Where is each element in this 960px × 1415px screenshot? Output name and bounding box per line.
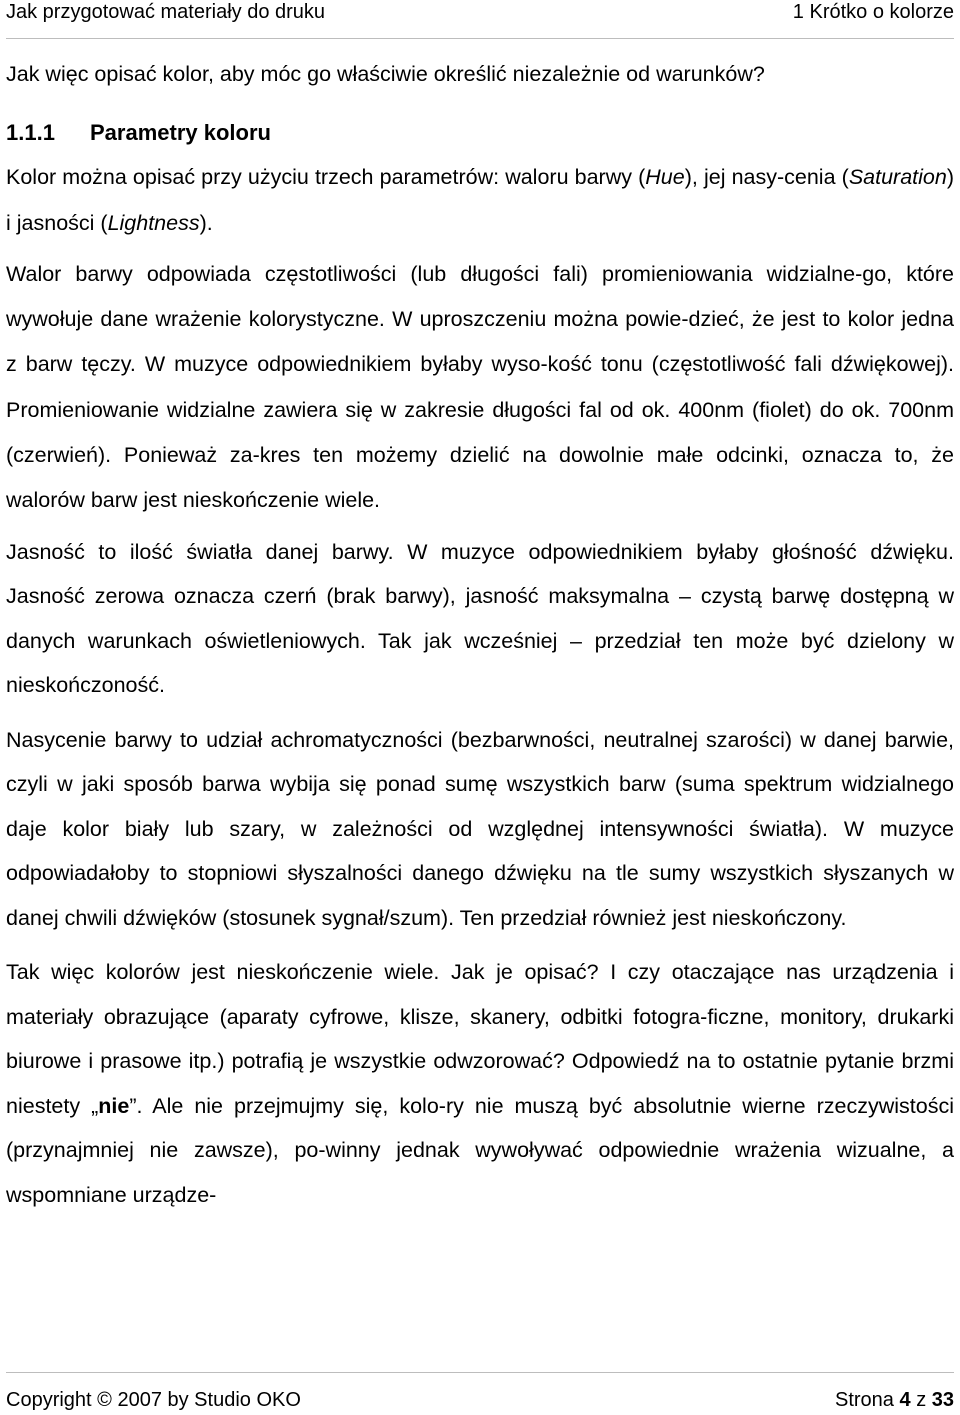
header-chapter-title: 1 Krótko o kolorze [792, 1, 954, 23]
text-span: ”. Ale nie przejmujmy się, kolo-ry nie muszą być absolutnie wierne rzeczywistości (przynajmniej nie zawsze), po-winny jednak wywoływać odpowiednie wrażenia wizualne, a wspomniane urządze- [6, 1093, 954, 1207]
section-heading [6, 111, 954, 155]
section-number: 1.1.1 [6, 120, 55, 146]
text-span: ). [199, 210, 213, 235]
paragraph-saturation: Nasycenie barwy to udział achromatyczności (bezbarwności, neutralnej szarości) w danej barwie, czyli w jaki sposób barwa wybija się ponad sumę wszystkich barw (suma spektrum widzialnego daje kolor biały lub szary, w zależności od względnej intensywności światła). W muzyce odpowiadałoby to stopniowi słyszalności danego dźwięku na tle sumy wszystkich słyszanych w danej chwili dźwięków (stosunek sygnał/szum). Ten przedział również jest nieskończony. [6, 727, 954, 930]
page-label: Strona [835, 1389, 894, 1411]
footer-copyright: Copyright © 2007 by Studio OKO [6, 1389, 301, 1411]
page-number [835, 1388, 954, 1412]
page-total: 33 [931, 1389, 954, 1411]
paragraph-hue: Walor barwy odpowiada częstotliwości (lub długości fali) promieniowania widzialne-go, które wywołuje dane wrażenie kolorystyczne. W uproszczeniu można powie-dzieć, że jest to kolor jedna z barw tęczy. W muzyce odpowiednikiem byłaby wyso-kość tonu (częstotliwość fali dźwiękowej). Promieniowanie widzialne zawiera się w zakresie długości fal od ok. 400nm (fiolet) do ok. 700nm (czerwień). Ponieważ za-kres ten możemy dzielić na dowolnie małe odcinki, oznacza to, że walorów barw jest nieskończenie wiele. [6, 261, 954, 513]
paragraph-summary [6, 950, 954, 1217]
text-span: ), jej nasy-cenia ( [684, 165, 849, 190]
intro-question: Jak więc opisać kolor, aby móc go właściwie określić niezależnie od warunków? [6, 62, 765, 86]
header-document-title: Jak przygotować materiały do druku [6, 1, 326, 23]
page-separator: z [916, 1389, 927, 1411]
page-current: 4 [899, 1389, 911, 1411]
header-divider [6, 38, 954, 39]
term-hue: Hue [645, 165, 685, 190]
term-lightness: Lightness [107, 210, 200, 235]
text-span: Tak więc kolorów jest nieskończenie wiele. Jak je opisać? I czy otaczające nas urządzenia i materiały obrazujące (aparaty cyfrowe, klisze, skanery, odbitki fotogra-ficzne, monitory, drukarki biurowe i prasowe itp.) potrafią je wszystkie odwzorować? Odpowiedź na to ostatnie pytanie brzmi niestety „ [6, 960, 954, 1118]
paragraph-lightness: Jasność to ilość światła danej barwy. W muzyce odpowiednikiem byłaby głośność dźwięku. Jasność zerowa oznacza czerń (brak barwy), jasność maksymalna – czystą barwę dostępną w danych warunkach oświetleniowych. Tak jak wcześniej – przedział ten może być dzielony w nieskończoność. [6, 539, 954, 698]
emphasis-nie: nie [98, 1093, 130, 1118]
page-content [6, 44, 954, 1217]
footer-divider [6, 1372, 954, 1373]
text-span: ) i jasności ( [6, 165, 954, 235]
page-header [6, 0, 954, 30]
text-span: Kolor można opisać przy użyciu trzech parametrów: waloru barwy ( [6, 165, 646, 190]
paragraph-parameters [6, 155, 954, 246]
section-title: Parametry koloru [90, 120, 271, 146]
term-saturation: Saturation [848, 165, 947, 190]
